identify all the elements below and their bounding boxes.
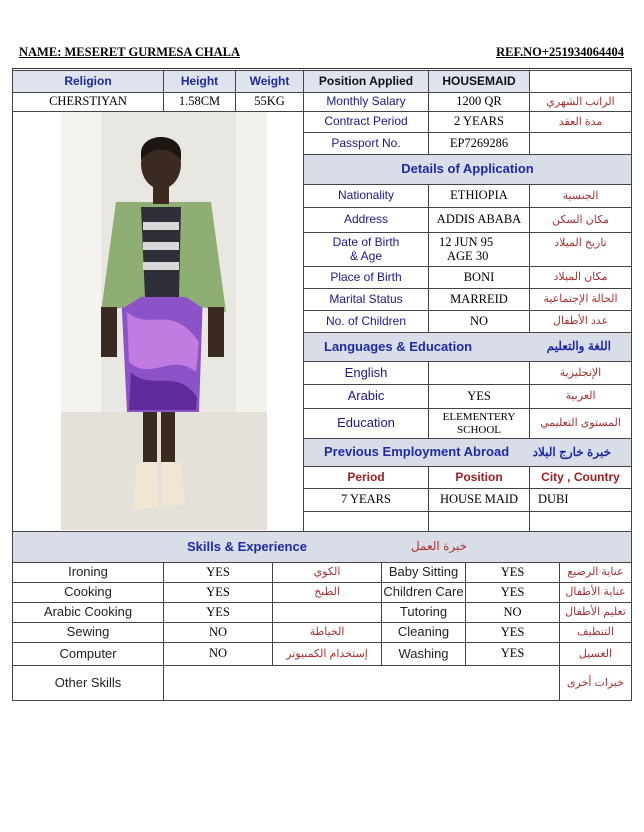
education-value-line1: ELEMENTERY bbox=[442, 411, 516, 424]
skill-washing-value: YES bbox=[465, 642, 560, 666]
education-value-line2: SCHOOL bbox=[456, 423, 501, 436]
nationality-arabic: الجنسية bbox=[529, 184, 632, 208]
skill-ironing-label: Ironing bbox=[12, 562, 164, 583]
education-value bbox=[428, 408, 530, 439]
location-header: City , Country bbox=[529, 466, 632, 489]
nationality-value: ETHIOPIA bbox=[428, 184, 530, 208]
arabic-label: Arabic bbox=[303, 384, 429, 409]
employment-title-arabic: خبرة خارج البلاد bbox=[532, 444, 611, 459]
skill-tutoring-value: NO bbox=[465, 602, 560, 623]
skills-band bbox=[12, 531, 632, 563]
weight-header: Weight bbox=[235, 70, 304, 93]
skill-tutoring-label: Tutoring bbox=[381, 602, 466, 623]
skill-baby-sitting-arabic: عناية الرضيع bbox=[559, 562, 632, 583]
passport-label: Passport No. bbox=[303, 132, 429, 155]
reference-number: REF.NO+251934064404 bbox=[496, 45, 624, 59]
date-of-birth-value bbox=[428, 232, 530, 267]
details-of-application-title: Details of Application bbox=[303, 154, 632, 185]
location-value: DUBI bbox=[529, 488, 632, 512]
address-arabic: مكان السكن bbox=[529, 207, 632, 233]
religion-value: CHERSTIYAN bbox=[12, 92, 164, 112]
candidate-photo bbox=[61, 112, 267, 530]
skill-tutoring-arabic: تعليم الأطفال bbox=[559, 602, 632, 623]
position-applied-header: Position Applied bbox=[303, 70, 429, 93]
contract-period-label: Contract Period bbox=[303, 111, 429, 133]
skill-baby-sitting-label: Baby Sitting bbox=[381, 562, 466, 583]
passport-value: EP7269286 bbox=[428, 132, 530, 155]
height-header: Height bbox=[163, 70, 236, 93]
children-label: No. of Children bbox=[303, 310, 429, 333]
skill-computer-label: Computer bbox=[12, 642, 164, 666]
date-of-birth-label bbox=[303, 232, 429, 267]
marital-status-value: MARREID bbox=[428, 288, 530, 311]
date-of-birth-date: 12 JUN 95 bbox=[439, 234, 494, 249]
religion-header: Religion bbox=[12, 70, 164, 93]
english-value bbox=[428, 361, 530, 385]
weight-value: 55KG bbox=[235, 92, 304, 112]
contract-period-arabic: مدة العقد bbox=[529, 111, 632, 133]
other-skills-value bbox=[163, 665, 560, 701]
skill-arabic-cooking-value: YES bbox=[163, 602, 273, 623]
place-of-birth-value: BONI bbox=[428, 266, 530, 289]
skill-cleaning-value: YES bbox=[465, 622, 560, 643]
skill-washing-arabic: الغسيل bbox=[559, 642, 632, 666]
nationality-label: Nationality bbox=[303, 184, 429, 208]
education-arabic: المستوى التعليمي bbox=[529, 408, 632, 439]
employment-empty-cell bbox=[428, 511, 530, 532]
languages-education-title: Languages & Education bbox=[324, 338, 473, 354]
monthly-salary-label: Monthly Salary bbox=[303, 92, 429, 112]
education-label: Education bbox=[303, 408, 429, 439]
skill-cleaning-label: Cleaning bbox=[381, 622, 466, 643]
skill-cooking-label: Cooking bbox=[12, 582, 164, 603]
candidate-photo-image bbox=[61, 112, 267, 530]
skill-children-care-value: YES bbox=[465, 582, 560, 603]
skill-children-care-arabic: عناية الأطفال bbox=[559, 582, 632, 603]
languages-education-band bbox=[303, 332, 632, 362]
employment-empty-cell bbox=[529, 511, 632, 532]
skill-sewing-label: Sewing bbox=[12, 622, 164, 643]
marital-status-label: Marital Status bbox=[303, 288, 429, 311]
other-skills-arabic: خبرات أخرى bbox=[559, 665, 632, 701]
arabic-arabic: العربية bbox=[529, 384, 632, 409]
skill-sewing-arabic: الخياطة bbox=[272, 622, 382, 643]
contract-period-value: 2 YEARS bbox=[428, 111, 530, 133]
employment-band bbox=[303, 438, 632, 467]
arabic-value: YES bbox=[428, 384, 530, 409]
skill-ironing-arabic: الكوي bbox=[272, 562, 382, 583]
children-value: NO bbox=[428, 310, 530, 333]
skill-arabic-cooking-arabic bbox=[272, 602, 382, 623]
height-value: 1.58CM bbox=[163, 92, 236, 112]
position-header: Position bbox=[428, 466, 530, 489]
period-value: 7 YEARS bbox=[303, 488, 429, 512]
english-label: English bbox=[303, 361, 429, 385]
skill-arabic-cooking-label: Arabic Cooking bbox=[12, 602, 164, 623]
languages-education-title-arabic: اللغة والتعليم bbox=[546, 339, 611, 354]
skill-cooking-arabic: الطبخ bbox=[272, 582, 382, 603]
skills-title: Skills & Experience bbox=[187, 538, 307, 554]
employment-title: Previous Employment Abroad bbox=[324, 444, 510, 460]
header-empty-cell bbox=[529, 70, 632, 93]
address-value: ADDIS ABABA bbox=[428, 207, 530, 233]
passport-arabic bbox=[529, 132, 632, 155]
skill-ironing-value: YES bbox=[163, 562, 273, 583]
place-of-birth-arabic: مكان الميلاد bbox=[529, 266, 632, 289]
skill-children-care-label: Children Care bbox=[381, 582, 466, 603]
address-label: Address bbox=[303, 207, 429, 233]
skill-computer-value: NO bbox=[163, 642, 273, 666]
date-of-birth-label-line1: Date of Birth bbox=[332, 235, 400, 250]
skill-cleaning-arabic: التنظيف bbox=[559, 622, 632, 643]
date-of-birth-arabic: تاريخ الميلاد bbox=[529, 232, 632, 267]
other-skills-label: Other Skills bbox=[12, 665, 164, 701]
employment-empty-cell bbox=[303, 511, 429, 532]
monthly-salary-value: 1200 QR bbox=[428, 92, 530, 112]
monthly-salary-arabic: الراتب الشهري bbox=[529, 92, 632, 112]
skill-washing-label: Washing bbox=[381, 642, 466, 666]
skill-computer-arabic: إستخدام الكمبيوتر bbox=[272, 642, 382, 666]
skills-title-arabic: خبرة العمل bbox=[410, 539, 468, 554]
position-applied-value: HOUSEMAID bbox=[428, 70, 530, 93]
skill-cooking-value: YES bbox=[163, 582, 273, 603]
children-arabic: عدد الأطفال bbox=[529, 310, 632, 333]
skill-sewing-value: NO bbox=[163, 622, 273, 643]
position-value: HOUSE MAID bbox=[428, 488, 530, 512]
skill-baby-sitting-value: YES bbox=[465, 562, 560, 583]
place-of-birth-label: Place of Birth bbox=[303, 266, 429, 289]
date-of-birth-label-line2: & Age bbox=[349, 248, 383, 263]
english-arabic: الإنجليزية bbox=[529, 361, 632, 385]
age-value: AGE 30 bbox=[447, 248, 489, 263]
period-header: Period bbox=[303, 466, 429, 489]
candidate-name: NAME: MESERET GURMESA CHALA bbox=[19, 45, 240, 59]
marital-status-arabic: الحالة الإجتماعية bbox=[529, 288, 632, 311]
